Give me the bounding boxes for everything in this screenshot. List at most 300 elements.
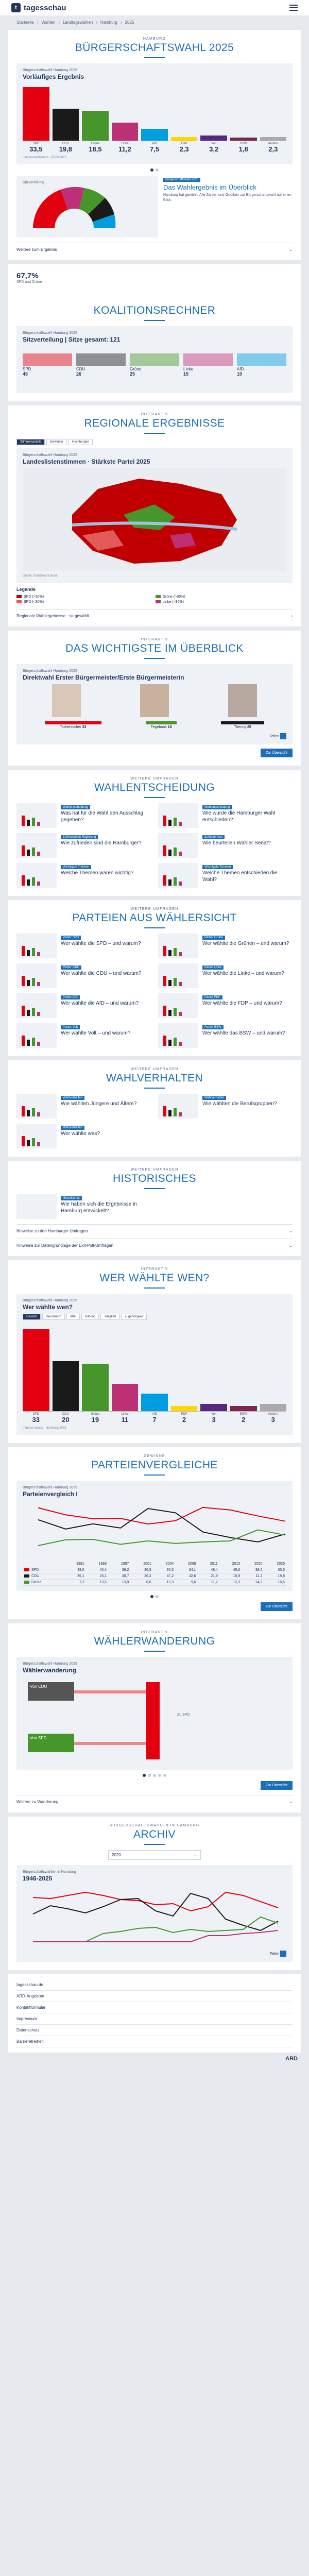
teaser-tile[interactable]	[16, 863, 151, 888]
table-cell: 26,2	[130, 1573, 152, 1580]
kicker: WEITERE UMFRAGEN	[130, 777, 179, 781]
teaser-tile[interactable]	[158, 934, 293, 958]
teaser-thumbnail	[16, 1023, 57, 1048]
breadcrumb-item[interactable]: Wahlen	[41, 20, 56, 25]
kicker: INTERAKTIV	[141, 413, 168, 416]
teaser-title: Wer wählte die CDU – und warum?	[61, 971, 142, 976]
voter-bar	[112, 1384, 139, 1411]
teaser-tag: Wichtigste Themen	[202, 865, 233, 869]
teaser-tile[interactable]	[16, 1023, 151, 1048]
party-value: 1,8	[238, 145, 248, 153]
share-button[interactable]: Teilen	[269, 734, 280, 738]
party-name: FDP	[181, 142, 187, 145]
party-name: Volt	[211, 142, 217, 145]
migration-source-box: Von SPD	[28, 1734, 74, 1752]
teaser-grid	[16, 934, 293, 1048]
party-value: 19,8	[59, 145, 72, 153]
teaser-tag: Partei: Volt	[61, 1025, 80, 1029]
carousel-dots[interactable]	[16, 1595, 293, 1598]
teaser-tag: Partei: AfD	[61, 995, 80, 999]
result-bar-label	[230, 141, 257, 153]
voter-tab[interactable]: Alter	[66, 1314, 80, 1320]
voter-bar	[141, 1394, 168, 1411]
comparison-card	[16, 1481, 293, 1591]
footer-link[interactable]: Datenschutz	[16, 2025, 293, 2036]
card-title: 1946-2025	[23, 1875, 53, 1882]
party-name: SPD	[23, 367, 31, 371]
source-text: Landeswahlleiterin · 03.03.2025	[23, 156, 67, 159]
voter-bar-label: BSW 2	[239, 1413, 247, 1423]
chevron-right-icon: ›	[291, 614, 293, 618]
map-shape	[23, 468, 286, 571]
notes-link[interactable]	[16, 1224, 293, 1233]
teaser-thumbnail	[158, 803, 198, 828]
table-cell: 9,6	[175, 1580, 197, 1586]
section-title: WAHLVERHALTEN	[106, 1072, 203, 1084]
teaser-thumbnail	[16, 863, 57, 888]
teaser-thumbnail	[158, 863, 198, 888]
share-icon[interactable]	[280, 733, 286, 739]
card-title: Vorläufiges Ergebnis	[23, 73, 84, 80]
teaser-tag: Partei: Linke	[202, 965, 224, 970]
year-header: 2004	[153, 1561, 175, 1567]
result-bar-label	[53, 141, 79, 153]
candidate-value: 18	[167, 725, 172, 729]
seat-title: Sitzverteilung	[23, 181, 45, 184]
teaser-thumbnail	[16, 833, 57, 858]
teaser-tag: Partei: CDU	[61, 965, 81, 970]
table-cell: 11,2	[197, 1580, 219, 1586]
candidate-label: Tschentscher	[60, 725, 81, 729]
candidate-portrait	[140, 684, 169, 717]
section-title: WÄHLERWANDERUNG	[94, 1635, 215, 1647]
voter-tabs	[23, 1314, 286, 1320]
party-seats: 25	[130, 371, 135, 377]
coalition-party[interactable]	[183, 353, 233, 377]
voter-bar-labels	[23, 1412, 286, 1423]
table-cell: 48,0	[63, 1567, 85, 1573]
year-header: 1991	[63, 1561, 85, 1567]
party-value: 2,3	[179, 145, 189, 153]
table-cell: 25,1	[86, 1573, 108, 1580]
legend-item: SPD (>30%)	[16, 595, 154, 599]
teaser-title: Wie wählten Jüngere und Ältere?	[61, 1101, 137, 1107]
teaser-tile[interactable]	[16, 1124, 151, 1148]
table-cell: 8,6	[130, 1580, 152, 1586]
regional-link-row[interactable]	[16, 609, 293, 618]
voter-bar-label: Volt 3	[211, 1413, 217, 1423]
voter-bar-label: CDU 20	[62, 1413, 70, 1423]
kicker: WEITERE UMFRAGEN	[130, 1168, 179, 1172]
year-header: 2015	[219, 1561, 242, 1567]
comparison-line-chart	[23, 1501, 290, 1557]
party-name: Grüne	[130, 367, 142, 371]
chevron-down-icon: ⌄	[289, 247, 293, 252]
tab-hochburgen[interactable]: Hochburgen	[68, 439, 93, 445]
party-name: Linke	[121, 142, 129, 145]
teaser-tag: Wahlentscheidung	[202, 805, 232, 809]
result-card	[16, 63, 293, 164]
archive-year-select[interactable]	[108, 1850, 201, 1860]
teaser-tile[interactable]	[158, 803, 293, 828]
teaser-tile[interactable]	[158, 963, 293, 988]
top-bar	[0, 0, 309, 15]
teaser-title: Wie wurde die Hamburger Wahl entschieden?	[202, 810, 276, 823]
footer-link[interactable]: ARD-Angebote	[16, 1991, 293, 2002]
result-bar	[141, 129, 168, 141]
migration-source-box: Von CDU	[28, 1682, 74, 1701]
voter-bar	[23, 1329, 49, 1411]
voter-tab[interactable]: Zugehörigkeit	[121, 1314, 147, 1320]
teaser-tile[interactable]	[158, 1023, 293, 1048]
footer-link[interactable]: Impressum	[16, 2013, 293, 2025]
kicker: WEITERE UMFRAGEN	[130, 907, 179, 911]
year-header: 2008	[175, 1561, 197, 1567]
table-cell: 34,1	[175, 1567, 197, 1573]
row-label: Hinweise zu den Hamburger Umfragen	[16, 1229, 88, 1233]
breadcrumb-item[interactable]: Startseite	[16, 20, 34, 25]
teaser-tag: Partei: SPD	[61, 936, 81, 940]
table-cell: 12,3	[153, 1580, 175, 1586]
section-title: DAS WICHTIGSTE IM ÜBERBLICK	[65, 642, 244, 654]
legend-item: SPD (<30%)	[16, 600, 154, 604]
card-subtitle: Bürgerschaftswahl Hamburg 2025	[23, 1299, 77, 1302]
logo-text: tagesschau	[24, 3, 66, 12]
teaser-thumbnail	[16, 1194, 57, 1219]
party-seats: 45	[23, 371, 28, 377]
more-results-row[interactable]	[16, 243, 293, 252]
breadcrumb-item: 2025	[125, 20, 134, 25]
coalition-party[interactable]	[237, 353, 286, 377]
result-bar-labels	[23, 141, 286, 153]
table-cell: 40,4	[86, 1567, 108, 1573]
teaser-tile[interactable]	[16, 803, 151, 828]
voter-bar-label: Andere 3	[268, 1413, 278, 1423]
voter-bar	[82, 1364, 109, 1411]
year-header: 2025	[264, 1561, 286, 1567]
candidate-value: 33	[82, 725, 87, 729]
section-title: KOALITIONSRECHNER	[93, 304, 216, 316]
footer-link[interactable]: Barrierefreiheit	[16, 2036, 293, 2047]
teaser-tile[interactable]	[16, 1194, 150, 1219]
breadcrumb-item[interactable]: Hamburg	[100, 20, 117, 25]
carousel-dots[interactable]	[16, 168, 293, 172]
teaser-thumbnail	[16, 963, 57, 988]
teaser-tag: Wahlverhalten	[61, 1126, 84, 1130]
vergleich-section	[8, 1447, 301, 1619]
row-label: Weitere zu Wanderung	[16, 1800, 59, 1804]
chevron-down-icon: ⌄	[289, 1800, 293, 1804]
voter-bar	[53, 1361, 79, 1411]
verhalten-section	[8, 1060, 301, 1157]
kicker: INTERAKTIV	[141, 1631, 168, 1634]
teaser-tile[interactable]	[158, 1094, 293, 1118]
hamburg-map[interactable]	[23, 468, 286, 571]
teaser-thumbnail	[16, 934, 57, 958]
table-row: Grüne 7,2 13,5 13,9 8,6 12,3 9,6 11,2 12,3 24,2 18,5	[23, 1580, 286, 1586]
wanderung-section	[8, 1623, 301, 1812]
teaser-tag: Wahlentscheidung	[61, 805, 90, 809]
share-button[interactable]: Teilen	[269, 1952, 280, 1956]
hamburger-menu-icon[interactable]	[289, 5, 298, 11]
archive-card	[16, 1865, 293, 1962]
party-value: 3,2	[209, 145, 219, 153]
section-title: WER WÄHLTE WEN?	[99, 1272, 210, 1284]
result-bar	[171, 137, 198, 141]
footer-link[interactable]: tagesschau.de	[16, 1979, 293, 1991]
share-icon[interactable]	[280, 1951, 286, 1957]
kicker: WEITERE UMFRAGEN	[130, 1067, 179, 1071]
teaser-thumbnail	[158, 1094, 198, 1118]
teaser-title: Welche Themen waren wichtig?	[61, 870, 134, 876]
voter-tab[interactable]: Bildung	[81, 1314, 99, 1320]
table-cell: 19,8	[264, 1573, 286, 1580]
row-label: Hinweise zur Datengrundlage der Exit-Poll-Umfragen	[16, 1243, 114, 1248]
migration-diagram	[23, 1677, 286, 1765]
chevron-down-icon: ⌄	[289, 1229, 293, 1233]
teaser-title: Wie haben sich die Ergebnisse in Hamburg entwickelt?	[61, 1201, 137, 1214]
result-bar-label	[112, 141, 139, 153]
section-title: BÜRGERSCHAFTSWAHL 2025	[75, 42, 234, 54]
teaser-title: Wer wählte das BSW – und warum?	[202, 1030, 285, 1036]
teaser-thumbnail	[158, 993, 198, 1018]
teaser-title: Wer wählte die AfD – und warum?	[61, 1001, 139, 1006]
source-text: Quelle: Statistikamt Nord	[23, 574, 57, 578]
teaser-grid	[16, 1094, 293, 1148]
seat-card	[16, 176, 158, 238]
series-line	[38, 1530, 285, 1546]
party-name: Grüne	[91, 142, 100, 145]
teaser-tile[interactable]	[16, 833, 151, 858]
result-bar	[82, 111, 109, 141]
card-subtitle: Bürgerschaftswahl Hamburg 2025	[23, 331, 77, 335]
historisches-section	[8, 1161, 301, 1256]
werwaehlte-section	[8, 1260, 301, 1443]
teaser-tile[interactable]	[158, 833, 293, 858]
card-subtitle: Bürgerschaftswahl Hamburg 2025	[23, 669, 77, 673]
breadcrumb-item[interactable]: Landtagswahlen	[62, 20, 93, 25]
teaser-title: Wie beurteilen Wähler Senat?	[202, 840, 271, 846]
party-seats: 26	[76, 371, 82, 377]
party-value: 33,5	[29, 145, 43, 153]
teaser-thumbnail	[16, 803, 57, 828]
table-cell: 13,5	[86, 1580, 108, 1586]
result-teaser[interactable]	[163, 176, 293, 238]
teaser-title[interactable]: Das Wahlergebnis im Überblick	[163, 183, 256, 191]
party-value: 7,5	[149, 145, 160, 153]
section-title: HISTORISCHES	[113, 1173, 196, 1184]
result-bar-label	[82, 141, 109, 153]
parteien-section	[8, 900, 301, 1056]
result-bar	[260, 137, 287, 141]
party-name: BSW	[239, 142, 247, 145]
teaser-tag: Partei: BSW	[202, 1025, 224, 1029]
party-value: 11,2	[118, 145, 131, 153]
carousel-dots[interactable]	[16, 1774, 293, 1777]
voter-tab[interactable]: Gesamt	[23, 1314, 41, 1320]
coalition-party[interactable]	[23, 353, 72, 377]
section-title: PARTEIENVERGLEICHE	[91, 1459, 218, 1471]
chevron-down-icon: ⌄	[289, 1243, 293, 1248]
archive-line-chart	[23, 1885, 290, 1947]
table-cell: 42,6	[175, 1573, 197, 1580]
teaser-title: Wie wählten die Berufsgruppen?	[202, 1101, 277, 1107]
overview-button[interactable]: Zur Übersicht	[261, 1781, 293, 1790]
table-cell: 33,5	[264, 1567, 286, 1573]
teaser-tag: Zufriedenheit Regierung	[61, 835, 98, 839]
voter-bar-chart	[23, 1324, 286, 1412]
footer-link[interactable]: Kontaktformular	[16, 2002, 293, 2013]
footer	[8, 1974, 301, 2053]
section-title: WAHLENTSCHEIDUNG	[94, 782, 215, 793]
mayor-card	[16, 664, 293, 744]
party-seats: 15	[183, 371, 189, 377]
table-cell: 24,2	[242, 1580, 264, 1586]
teaser-tag: Wahlverhalten	[61, 1096, 84, 1100]
overview-button[interactable]: Zur Übersicht	[261, 1602, 293, 1611]
teaser-tag: Wahlverhalten	[202, 1096, 226, 1100]
kicker: GEWINNE	[144, 1454, 165, 1458]
party-name: Andere	[268, 142, 278, 145]
teaser-title: Wer wählte die Linke – und warum?	[202, 971, 284, 976]
map-card	[16, 448, 293, 583]
migration-target-bar	[146, 1682, 160, 1759]
year-header: 1993	[86, 1561, 108, 1567]
party-name: AfD	[237, 367, 244, 371]
result-bar-label	[171, 141, 198, 153]
voter-bar-label: Linke 11	[121, 1413, 129, 1423]
section-title: PARTEIEN AUS WÄHLERSICHT	[72, 912, 237, 924]
voter-bar-label: AfD 7	[152, 1413, 158, 1423]
year-header: 2011	[197, 1561, 219, 1567]
teaser-thumbnail	[16, 1124, 57, 1148]
entscheidung-section	[8, 770, 301, 896]
table-cell: 47,2	[153, 1573, 175, 1580]
teaser-title: Wer wählte die Grünen – und warum?	[202, 941, 289, 946]
voter-bar-label: Grüne 19	[91, 1413, 100, 1423]
party-value: 18,5	[89, 145, 102, 153]
kicker: INTERAKTIV	[141, 638, 168, 641]
teaser-title: Wer wählte die SPD – und warum?	[61, 941, 141, 946]
teaser-thumbnail	[158, 934, 198, 958]
table-cell: 35,1	[63, 1573, 85, 1580]
table-cell: 45,6	[219, 1567, 242, 1573]
teaser-thumbnail	[158, 963, 198, 988]
teaser-tile[interactable]	[16, 934, 151, 958]
teaser-tile[interactable]	[16, 963, 151, 988]
teaser-grid	[16, 803, 293, 888]
teaser-title: Wie zufrieden sind die Hamburger?	[61, 840, 142, 846]
coalition-blocks[interactable]	[23, 353, 286, 377]
teaser-title: Wer wählte die FDP – und warum?	[202, 1001, 282, 1006]
select-value: 2020	[112, 1853, 121, 1857]
teaser-tag: Bürgerschaftswahl 2025	[163, 178, 200, 182]
table-cell: 7,2	[63, 1580, 85, 1586]
wichtigste-section	[8, 631, 301, 766]
regional-section	[8, 405, 301, 626]
card-subtitle: Bürgerschaftswahl Hamburg 2025	[23, 1662, 77, 1666]
result-bar-chart	[23, 84, 286, 141]
coalition-party[interactable]	[130, 353, 179, 377]
section-title: ARCHIV	[133, 1828, 176, 1840]
overview-button[interactable]: Zur Übersicht	[261, 749, 293, 757]
comparison-table	[23, 1561, 286, 1586]
seat-hemicycle	[23, 184, 126, 231]
result-bar	[23, 87, 49, 141]
teaser-title: Wer wählte Volt – und warum?	[61, 1030, 131, 1036]
voter-tab[interactable]: Tätigkeit	[100, 1314, 119, 1320]
kicker: BÜRGERSCHAFTSWAHLEN IN HAMBURG	[109, 1824, 200, 1827]
table-cell: 39,2	[242, 1567, 264, 1573]
table-cell: 11,2	[242, 1573, 264, 1580]
legend-title: Legende	[16, 587, 36, 592]
card-title: Sitzverteilung | Sitze gesamt: 121	[23, 336, 121, 343]
result-bar-label	[23, 141, 49, 153]
voter-tab[interactable]: Geschlecht	[42, 1314, 65, 1320]
party-name: CDU	[62, 142, 69, 145]
year-header: 2020	[242, 1561, 264, 1567]
notes-link[interactable]	[16, 1239, 293, 1248]
voter-bar	[230, 1406, 257, 1411]
voter-bar	[171, 1406, 198, 1411]
table-cell: 12,3	[219, 1580, 242, 1586]
tagesschau-logo[interactable]	[11, 3, 66, 12]
card-subtitle: Bürgerschaftswahl Hamburg 2025	[23, 69, 77, 72]
archiv-section	[8, 1817, 301, 1970]
teaser-thumbnail	[16, 993, 57, 1018]
teaser-tag: Partei: Grüne	[202, 936, 225, 940]
tab-stimmenanteile[interactable]: Stimmenanteile	[16, 439, 45, 445]
section-title: REGIONALE ERGEBNISSE	[84, 417, 225, 429]
teaser-thumbnail	[158, 1023, 198, 1048]
voter-bar-label: SPD 33	[32, 1413, 40, 1423]
migration-flow	[74, 1690, 146, 1693]
coalition-party[interactable]	[76, 353, 126, 377]
migration-target-label: Zu SPD	[177, 1713, 190, 1717]
table-row: SPD 48,0 40,4 36,2 36,5 30,5 34,1 48,4 45,6 39,2 33,5	[23, 1567, 286, 1573]
party-name: CDU	[76, 367, 85, 371]
teaser-tile[interactable]	[16, 1094, 151, 1118]
migration-flow	[74, 1742, 146, 1745]
ard-logo: ARD	[285, 2056, 298, 2062]
coalition-card	[16, 326, 293, 393]
regional-tabs	[16, 439, 293, 445]
card-title: Landeslistenstimmen · Stärkste Partei 2025	[23, 458, 150, 465]
rechner-section	[8, 264, 301, 401]
party-value: 2,3	[268, 145, 278, 153]
party-seats: 10	[237, 371, 243, 377]
table-cell: 30,7	[108, 1573, 130, 1580]
map-legend	[16, 595, 293, 604]
series-line	[38, 1507, 285, 1524]
table-cell: 36,2	[108, 1567, 130, 1573]
year-header: 2001	[130, 1561, 152, 1567]
teaser-thumbnail	[16, 1094, 57, 1118]
row-label: Regionale Wahlergebnisse · so gewählt	[16, 614, 89, 618]
teaser-tile[interactable]	[158, 993, 293, 1018]
candidate-portrait	[228, 684, 257, 717]
tab-gewinner[interactable]: Gewinner	[46, 439, 67, 445]
candidate-label: Thering	[234, 725, 246, 729]
teaser-tile[interactable]	[16, 993, 151, 1018]
archive-series-line	[33, 1930, 278, 1942]
teaser-thumbnail	[158, 833, 198, 858]
teaser-tile[interactable]	[158, 863, 293, 888]
source-text: Infratest dimap · Hamburg 2025	[23, 1427, 66, 1430]
more-migration-row[interactable]	[16, 1795, 293, 1804]
card-subtitle: Bürgerschaftswahl Hamburg 2025	[23, 1486, 77, 1489]
archive-series-line	[33, 1893, 278, 1930]
